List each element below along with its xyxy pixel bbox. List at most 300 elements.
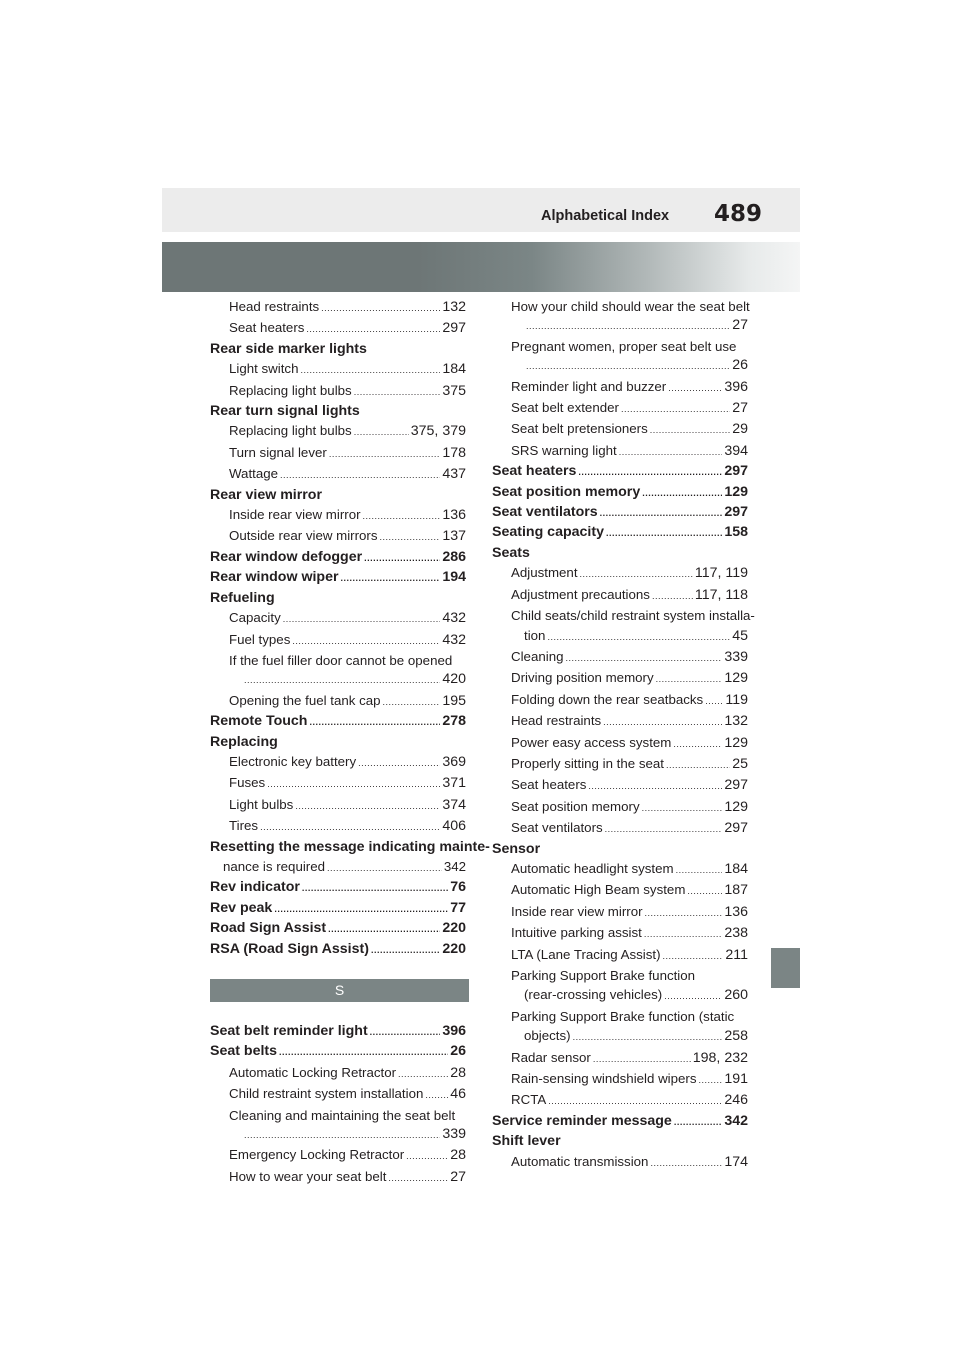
entry-term: Seat position memory (492, 483, 641, 500)
leader-dots (573, 1028, 723, 1047)
index-subentry[interactable] (492, 356, 748, 376)
index-subentry[interactable] (492, 775, 748, 796)
leader-dots (244, 1126, 440, 1145)
index-subentry[interactable] (492, 1069, 748, 1090)
leader-dots (578, 463, 722, 482)
entry-term: Inside rear view mirror (511, 903, 643, 919)
page-reference[interactable]: 184 (724, 860, 748, 877)
leader-dots (341, 569, 441, 588)
index-subentry[interactable] (492, 419, 748, 440)
page-reference[interactable]: 187 (724, 882, 748, 899)
page-reference[interactable]: 184 (442, 361, 466, 378)
page-reference[interactable]: 136 (724, 903, 748, 920)
leader-dots (274, 900, 448, 919)
entry-term: Rear turn signal lights (210, 403, 360, 420)
entry-term: Automatic Locking Retractor (229, 1064, 397, 1080)
page-reference[interactable]: 195 (442, 692, 466, 709)
leader-dots (593, 1050, 691, 1069)
page-reference[interactable]: 286 (442, 548, 466, 565)
page-reference[interactable]: 178 (442, 444, 466, 461)
page-reference[interactable]: 132 (442, 299, 466, 315)
page-reference[interactable]: 238 (724, 925, 748, 942)
index-entry[interactable] (210, 548, 466, 568)
index-entry (210, 402, 466, 421)
index-entry[interactable] (492, 503, 748, 523)
leader-dots (327, 859, 442, 878)
index-subentry[interactable] (210, 464, 466, 485)
entry-term: Properly sitting in the seat (511, 755, 664, 771)
leader-dots (354, 423, 409, 442)
entry-term: Seat ventilators (492, 504, 598, 521)
page-reference[interactable]: 119 (725, 691, 748, 708)
leader-dots (642, 484, 722, 503)
page-reference[interactable]: 28 (450, 1064, 466, 1081)
entry-term: Rev indicator (210, 879, 300, 896)
index-entry[interactable] (210, 919, 466, 939)
page-reference[interactable]: 342 (443, 858, 466, 874)
index-entry[interactable] (210, 940, 466, 960)
entry-term: Rear window defogger (210, 548, 363, 565)
leader-dots (425, 1086, 448, 1105)
page-number: 489 (714, 201, 763, 227)
entry-term: Rain-sensing windshield wipers (511, 1071, 697, 1087)
entry-term: Electronic key battery (229, 753, 357, 769)
page-reference[interactable]: 278 (442, 713, 466, 730)
page-reference[interactable]: 129 (724, 734, 748, 751)
page-reference[interactable]: 342 (724, 1112, 748, 1129)
entry-term: nance is required (223, 858, 326, 874)
leader-dots (605, 820, 723, 839)
entry-term: How to wear your seat belt (229, 1168, 387, 1184)
page-reference[interactable]: 437 (442, 466, 466, 483)
index-column-right (492, 297, 755, 1173)
section-header: S (210, 979, 469, 1002)
leader-dots (302, 879, 448, 898)
entry-term: Seats (492, 544, 530, 561)
index-subentry[interactable] (210, 773, 466, 794)
leader-dots (674, 1113, 723, 1132)
leader-dots (566, 649, 723, 668)
entry-term: Adjustment precautions (511, 586, 650, 602)
index-subentry (492, 297, 748, 316)
page-reference[interactable]: 117, 118 (694, 586, 748, 603)
leader-dots (260, 818, 440, 837)
page-reference[interactable]: 220 (442, 920, 466, 937)
index-subentry[interactable] (492, 377, 748, 398)
index-subentry[interactable] (210, 297, 466, 318)
entry-term: Seat belt reminder light (210, 1023, 368, 1039)
page-reference[interactable]: 117, 119 (694, 565, 748, 582)
index-subentry[interactable] (492, 754, 748, 775)
entry-term: Rear side marker lights (210, 340, 367, 357)
leader-dots (388, 1169, 448, 1188)
index-subentry[interactable] (210, 381, 466, 402)
index-subentry (210, 1106, 466, 1125)
index-entry (492, 840, 748, 859)
index-subentry (492, 966, 748, 985)
entry-term: Head restraints (229, 299, 320, 314)
index-subentry[interactable] (210, 318, 466, 339)
index-subentry[interactable] (210, 1167, 466, 1188)
index-subentry[interactable] (492, 902, 748, 923)
page-reference[interactable]: 258 (724, 1028, 748, 1045)
page-reference[interactable]: 297 (442, 320, 466, 337)
entry-term: tion (524, 627, 546, 643)
entry-term: Rev peak (210, 899, 273, 916)
index-subentry[interactable] (492, 1048, 748, 1069)
page-reference[interactable]: 297 (724, 820, 748, 837)
entry-term: Automatic transmission (511, 1153, 649, 1169)
leader-dots (664, 987, 722, 1006)
entry-term: Seat heaters (229, 320, 305, 336)
index-entry[interactable] (210, 878, 466, 898)
index-subentry[interactable] (210, 816, 466, 837)
entry-term: Seat belt extender (511, 400, 619, 416)
index-entry[interactable] (210, 1022, 466, 1042)
entry-term: Opening the fuel tank cap (229, 692, 381, 708)
leader-dots (292, 632, 440, 651)
page-reference[interactable]: 174 (724, 1153, 748, 1170)
leader-dots (295, 797, 440, 816)
entry-term: Intuitive parking assist (511, 925, 642, 941)
leader-dots (328, 920, 440, 939)
index-entry (210, 486, 466, 505)
entry-term: Parking Support Brake function (static (511, 1008, 735, 1024)
entry-term: (rear-crossing vehicles) (524, 987, 663, 1003)
page-reference[interactable]: 297 (724, 463, 748, 480)
entry-term: Remote Touch (210, 713, 308, 730)
index-entry[interactable] (492, 462, 748, 482)
leader-dots (300, 361, 440, 380)
entry-term: Replacing light bulbs (229, 423, 352, 439)
page-reference[interactable]: 129 (724, 798, 748, 815)
page-reference[interactable]: 29 (732, 421, 748, 438)
index-entry[interactable] (210, 899, 466, 919)
index-subentry[interactable] (492, 1152, 748, 1173)
index-subentry[interactable] (492, 690, 748, 711)
index-subentry (492, 1007, 748, 1026)
entry-term: Radar sensor (511, 1049, 591, 1065)
leader-dots (705, 692, 723, 711)
page-reference[interactable]: 25 (732, 755, 748, 772)
index-subentry[interactable] (492, 945, 748, 966)
entry-term: SRS warning light (511, 442, 617, 458)
index-subentry[interactable] (210, 1125, 466, 1145)
index-subentry[interactable] (210, 421, 466, 442)
leader-dots (383, 693, 441, 712)
leader-dots (699, 1071, 723, 1090)
leader-dots (354, 383, 441, 402)
page-reference[interactable]: 132 (724, 713, 748, 730)
entry-term: Resetting the message indicating mainte- (210, 838, 490, 855)
page-reference[interactable]: 432 (442, 610, 466, 627)
leader-dots (398, 1065, 448, 1084)
index-subentry[interactable] (210, 795, 466, 816)
index-subentry[interactable] (210, 1063, 466, 1084)
leader-dots (668, 379, 722, 398)
leader-dots (645, 904, 723, 923)
entry-term: Driving position memory (511, 670, 654, 686)
leader-dots (666, 756, 730, 775)
page-reference[interactable]: 406 (442, 818, 466, 835)
entry-term: Refueling (210, 589, 275, 606)
index-column-left (210, 297, 490, 1188)
index-subentry[interactable] (210, 526, 466, 547)
index-entry (492, 544, 748, 563)
index-subentry[interactable] (492, 647, 748, 668)
index-subentry[interactable] (492, 441, 748, 462)
index-subentry[interactable] (210, 752, 466, 773)
entry-term: Child seats/child restraint system installa- (511, 608, 755, 624)
page-reference[interactable]: 26 (732, 357, 748, 374)
leader-dots (663, 947, 724, 966)
entry-term: Fuses (229, 775, 266, 791)
leader-dots (370, 1023, 441, 1042)
entry-term: Cleaning (511, 648, 564, 664)
entry-term: Replacing light bulbs (229, 382, 352, 398)
entry-term: Adjustment (511, 565, 578, 581)
entry-term: Seating capacity (492, 524, 604, 541)
leader-dots (656, 670, 723, 689)
page-reference[interactable]: 260 (724, 987, 748, 1004)
leader-dots (280, 466, 440, 485)
entry-term: Outside rear view mirrors (229, 528, 378, 544)
index-subentry[interactable] (210, 608, 466, 629)
page-reference[interactable]: 198, 232 (692, 1049, 748, 1066)
leader-dots (650, 1154, 722, 1173)
page-reference[interactable]: 26 (450, 1043, 466, 1060)
section-title: Alphabetical Index (541, 208, 670, 224)
page-reference[interactable]: 211 (725, 946, 748, 963)
page-reference[interactable]: 158 (724, 524, 748, 541)
decorative-gradient-band (162, 242, 800, 292)
page-reference[interactable]: 77 (450, 899, 466, 916)
leader-dots (547, 628, 730, 647)
index-subentry[interactable] (492, 316, 748, 336)
page-reference[interactable]: 129 (724, 483, 748, 500)
page-reference[interactable]: 45 (732, 627, 748, 644)
entry-term: Folding down the rear seatbacks (511, 691, 704, 707)
index-subentry[interactable] (492, 880, 748, 901)
entry-term: Wattage (229, 466, 279, 482)
index-entry[interactable] (210, 568, 466, 588)
entry-term: RSA (Road Sign Assist) (210, 940, 369, 957)
leader-dots (329, 445, 441, 464)
leader-dots (306, 320, 440, 339)
entry-term: Turn signal lever (229, 444, 327, 460)
entry-term: Seat belts (210, 1043, 278, 1060)
entry-term: Seat position memory (511, 798, 640, 814)
index-subentry[interactable] (492, 797, 748, 818)
leader-dots (603, 713, 722, 732)
leader-dots (364, 549, 440, 568)
entry-term: Pregnant women, proper seat belt use (511, 338, 737, 354)
index-entry[interactable] (492, 523, 748, 543)
page-reference[interactable]: 191 (724, 1071, 748, 1088)
leader-dots (321, 299, 440, 318)
index-subentry[interactable] (492, 985, 748, 1006)
header-bar (162, 188, 800, 232)
index-subentry[interactable] (492, 563, 748, 584)
leader-dots (526, 317, 730, 336)
leader-dots (580, 565, 693, 584)
page-reference[interactable]: 374 (442, 796, 466, 813)
index-subentry[interactable] (492, 1090, 748, 1111)
entry-term: Seat heaters (511, 777, 587, 793)
leader-dots (371, 941, 440, 960)
entry-term: objects) (524, 1028, 571, 1044)
index-subentry[interactable] (210, 443, 466, 464)
leader-dots (600, 504, 723, 523)
index-subentry[interactable] (492, 1026, 748, 1047)
entry-term: RCTA (511, 1092, 547, 1108)
entry-term: Seat belt pretensioners (511, 421, 648, 437)
page-reference[interactable]: 27 (732, 400, 748, 417)
page-reference[interactable]: 375, 379 (410, 423, 466, 440)
page-reference[interactable]: 375 (442, 382, 466, 399)
index-subentry[interactable] (210, 857, 466, 878)
page-reference[interactable]: 220 (442, 940, 466, 957)
leader-dots (283, 610, 441, 629)
page-reference[interactable]: 27 (732, 317, 748, 334)
index-subentry[interactable] (210, 505, 466, 526)
page-reference[interactable]: 137 (442, 528, 466, 545)
leader-dots (650, 421, 730, 440)
index-entry (210, 589, 466, 608)
index-entry[interactable] (210, 712, 466, 732)
index-subentry[interactable] (210, 1145, 466, 1166)
page-reference[interactable]: 339 (724, 648, 748, 665)
leader-dots (644, 925, 723, 944)
leader-dots (406, 1147, 448, 1166)
entry-term: Parking Support Brake function (511, 968, 696, 983)
chapter-tab (771, 948, 800, 988)
index-entry (492, 1132, 748, 1151)
index-subentry[interactable] (210, 1084, 466, 1105)
leader-dots (687, 882, 722, 901)
entry-term: Fuel types (229, 631, 291, 647)
index-subentry (492, 337, 748, 356)
page-reference[interactable]: 420 (442, 671, 466, 688)
entry-term: Child restraint system installation (229, 1086, 424, 1102)
leader-dots (588, 777, 722, 796)
page-reference[interactable]: 297 (724, 777, 748, 794)
entry-term: Rear window wiper (210, 569, 339, 586)
entry-term: Automatic headlight system (511, 860, 674, 876)
index-subentry[interactable] (492, 923, 748, 944)
leader-dots (606, 524, 722, 543)
page-reference[interactable]: 46 (450, 1086, 466, 1103)
entry-term: How your child should wear the seat belt (511, 299, 750, 314)
page-reference[interactable]: 394 (724, 442, 748, 459)
entry-term: Service reminder message (492, 1112, 672, 1129)
leader-dots (309, 713, 440, 732)
leader-dots (548, 1092, 722, 1111)
index-subentry[interactable] (492, 668, 748, 689)
index-entry (210, 733, 466, 752)
entry-term: Cleaning and maintaining the seat belt (229, 1107, 456, 1123)
entry-term: LTA (Lane Tracing Assist) (511, 946, 661, 962)
index-subentry (492, 606, 755, 625)
entry-term: Road Sign Assist (210, 920, 327, 937)
leader-dots (279, 1043, 448, 1062)
page-reference[interactable]: 432 (442, 631, 466, 648)
page-reference[interactable]: 27 (450, 1168, 466, 1185)
entry-term: Light switch (229, 361, 299, 377)
entry-term: Shift lever (492, 1133, 561, 1150)
entry-term: Power easy access system (511, 734, 672, 750)
leader-dots (676, 861, 723, 880)
index-subentry[interactable] (492, 585, 748, 606)
page-reference[interactable]: 76 (450, 879, 466, 896)
page-reference[interactable]: 339 (442, 1126, 466, 1143)
entry-term: Replacing (210, 733, 278, 750)
index-subentry[interactable] (492, 398, 748, 419)
entry-term: Rear view mirror (210, 486, 322, 503)
leader-dots (621, 400, 730, 419)
entry-term: Capacity (229, 610, 281, 626)
page-reference[interactable]: 246 (724, 1092, 748, 1109)
page-reference[interactable]: 369 (442, 753, 466, 770)
leader-dots (642, 799, 723, 818)
entry-term: Sensor (492, 840, 541, 857)
entry-term: Automatic High Beam system (511, 882, 686, 898)
entry-term: Head restraints (511, 713, 602, 729)
index-subentry[interactable] (492, 733, 748, 754)
index-subentry[interactable] (492, 711, 748, 732)
leader-dots (652, 587, 693, 606)
entry-term: If the fuel filler door cannot be opened (229, 652, 453, 668)
leader-dots (380, 528, 441, 547)
index-subentry[interactable] (210, 359, 466, 380)
index-subentry[interactable] (492, 818, 748, 839)
page-reference[interactable]: 396 (724, 378, 748, 395)
index-subentry (210, 651, 466, 670)
index-subentry[interactable] (492, 859, 748, 880)
index-entry (210, 340, 466, 359)
leader-dots (267, 775, 440, 794)
entry-term: Tires (229, 818, 259, 834)
index-subentry[interactable] (210, 670, 466, 690)
leader-dots (358, 754, 440, 773)
index-entry[interactable] (492, 483, 748, 503)
entry-term: Emergency Locking Retractor (229, 1147, 405, 1163)
page-reference[interactable]: 371 (442, 775, 466, 792)
entry-term: Inside rear view mirror (229, 507, 361, 523)
index-entry (210, 838, 490, 857)
page-reference[interactable]: 396 (442, 1023, 466, 1039)
leader-dots (363, 507, 441, 526)
index-entry[interactable] (492, 1112, 748, 1132)
entry-term: Seat ventilators (511, 820, 603, 836)
leader-dots (526, 357, 730, 376)
index-subentry[interactable] (210, 691, 466, 712)
index-entry[interactable] (210, 1042, 466, 1062)
index-subentry[interactable] (210, 630, 466, 651)
entry-term: Seat heaters (492, 463, 577, 480)
entry-term: Light bulbs (229, 796, 294, 812)
page-reference[interactable]: 136 (442, 507, 466, 524)
page-reference[interactable]: 129 (724, 670, 748, 687)
page-reference[interactable]: 297 (724, 504, 748, 521)
index-subentry[interactable] (492, 626, 748, 647)
leader-dots (244, 671, 440, 690)
leader-dots (619, 443, 723, 462)
page-reference[interactable]: 28 (450, 1147, 466, 1164)
entry-term: Reminder light and buzzer (511, 378, 667, 394)
page-reference[interactable]: 194 (442, 569, 466, 586)
leader-dots (673, 735, 722, 754)
